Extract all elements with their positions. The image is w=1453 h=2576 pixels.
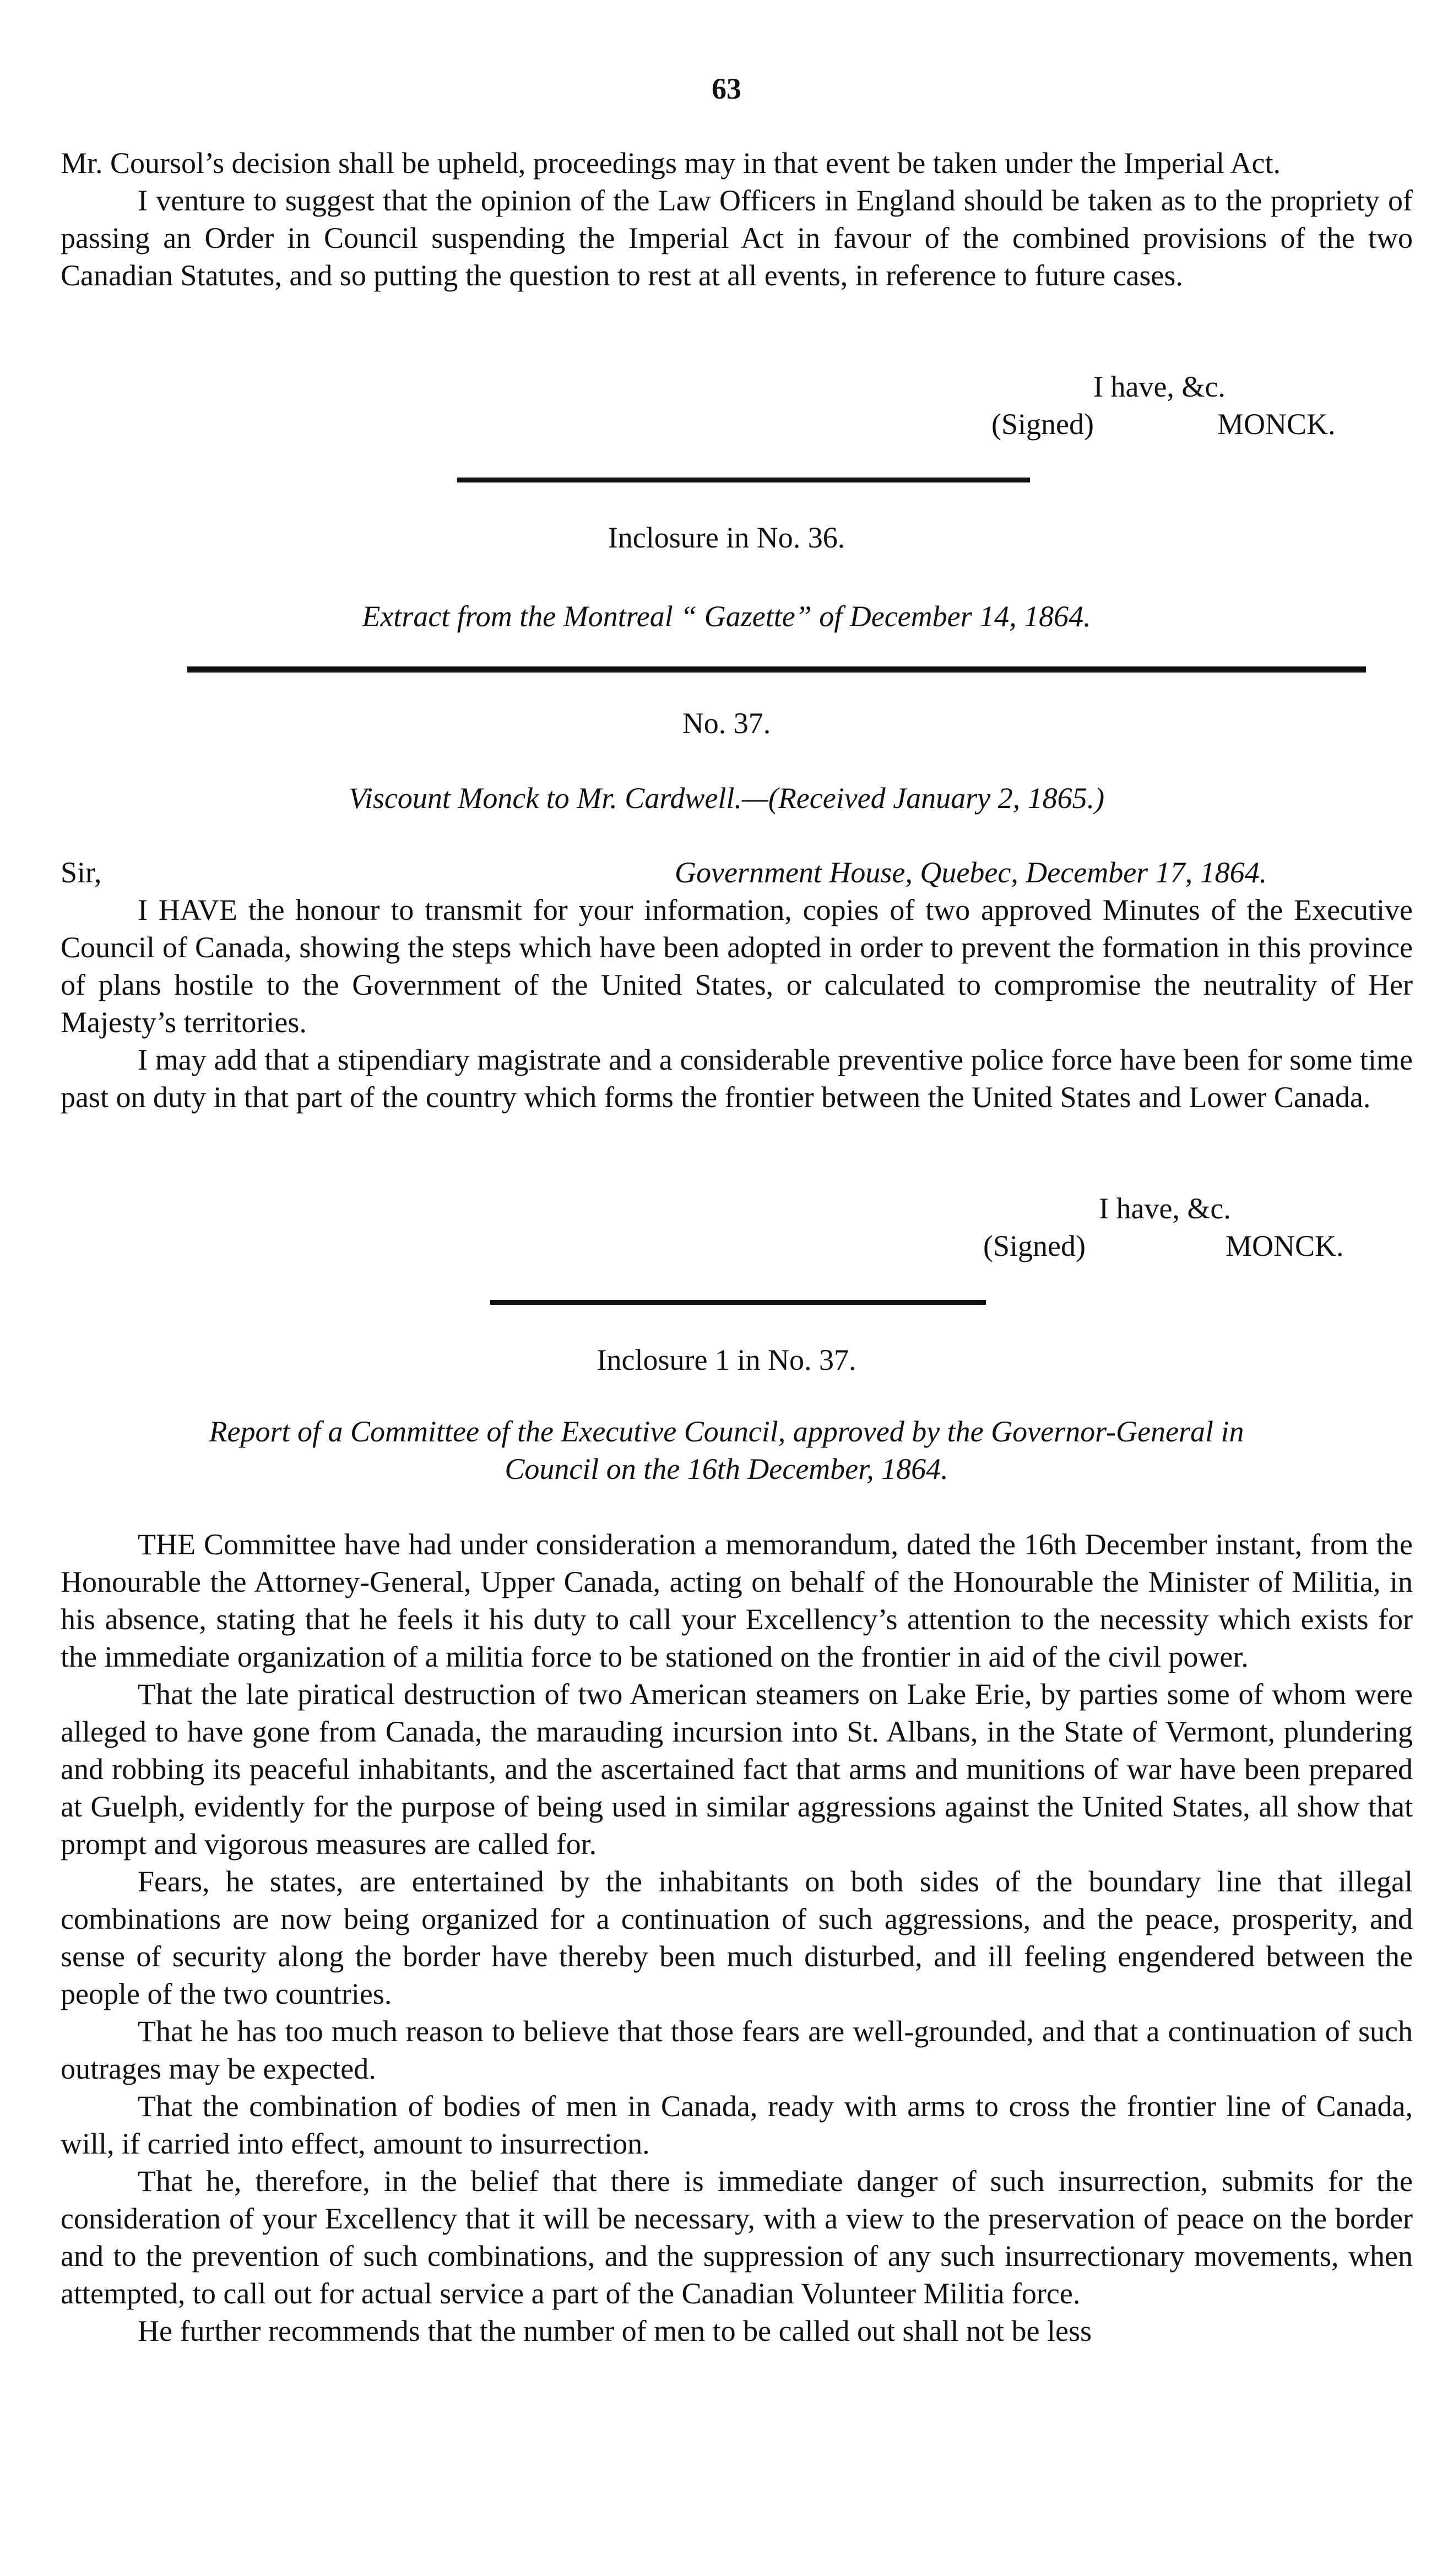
page-number: 63 [712, 72, 741, 105]
letter1-close: I have, &c. [1093, 370, 1226, 403]
letter1-signed: (Signed) [991, 408, 1094, 441]
report-paragraph: That he has too much reason to believe that those fears are well-grounded, and that a continuation of such outrages may be expected. [61, 2015, 1413, 2085]
report-body [61, 1526, 1413, 2350]
letter2-signer: MONCK. [1226, 1229, 1344, 1262]
no37-dateline: Government House, Quebec, December 17, 1864. [675, 856, 1267, 889]
no37-salutation: Sir, [61, 856, 102, 889]
report-title-line-2: Council on the 16th December, 1864. [505, 1452, 948, 1485]
report-title-line-1: Report of a Committee of the Executive Council, approved by the Governor-General in [209, 1415, 1244, 1448]
no37-letter-body [61, 891, 1413, 1116]
letter1-signer: MONCK. [1217, 408, 1336, 441]
no37-paragraph-2: I may add that a stipendiary magistrate and a considerable preventive police force have been for some time past on duty in that part of the country which forms the frontier between the United States and Lower Canada. [61, 1043, 1413, 1114]
report-paragraph: That the late piratical destruction of two American steamers on Lake Erie, by parties some of whom were alleged to have gone from Canada, the marauding incursion into St. Albans, in the State of Vermont, plundering and robbing its peaceful inhabitants, and the ascertained fact that arms and munitions of war have been prepared at Guelph, evidently for the purpose of being used in similar aggressions against the United States, all show that prompt and vigorous measures are called for. [61, 1678, 1413, 1861]
report-paragraph: That he, therefore, in the belief that there is immediate danger of such insurrection, submits for the consideration of your Excellency that it will be necessary, with a view to the preservation of peace on the border and to the prevention of such combinations, and the suppression of any such insurrectionary movements, when attempted, to call out for actual service a part of the Canadian Volunteer Militia force. [61, 2165, 1413, 2310]
document-divider [187, 666, 1366, 673]
continuation-paragraph: Mr. Coursol’s decision shall be upheld, proceedings may in that event be taken under the Imperial Act. [61, 147, 1281, 180]
section-divider [490, 1300, 986, 1305]
inclosure36-extract: Extract from the Montreal “ Gazette” of December 14, 1864. [362, 600, 1091, 633]
top-text-block [61, 144, 1413, 294]
no37-paragraph-1: I HAVE the honour to transmit for your information, copies of two approved Minutes of the Executive Council of Canada, showing the steps which have been adopted in order to prevent the formation in this province of plans hostile to the Government of the United States, or calculated to compromise the neutrality of Her Majesty’s territories. [61, 893, 1413, 1039]
report-paragraph: Fears, he states, are entertained by the inhabitants on both sides of the boundary line that illegal combinations are now being organized for a continuation of such aggressions, and the peace, prosperity, and sense of security along the border have thereby been much disturbed, and ill feeling engendered between the people of the two countries. [61, 1865, 1413, 2010]
suggestion-paragraph: I venture to suggest that the opinion of the Law Officers in England should be taken as to the propriety of passing an Order in Council suspending the Imperial Act in favour of the combined provisions of the two Canadian Statutes, and so putting the question to rest at all events, in reference to future cases. [61, 184, 1413, 292]
report-paragraph: That the combination of bodies of men in Canada, ready with arms to cross the frontier line of Canada, will, if carried into effect, amount to insurrection. [61, 2090, 1413, 2160]
section-divider [457, 478, 1030, 482]
inclosure1-37-title: Inclosure 1 in No. 37. [597, 1343, 856, 1376]
report-title [0, 1413, 1453, 1488]
no37-heading: No. 37. [682, 707, 771, 740]
letter2-signed: (Signed) [983, 1229, 1086, 1262]
report-paragraph: THE Committee have had under consideration a memorandum, dated the 16th December instant, from the Honourable the Attorney-General, Upper Canada, acting on behalf of the Honourable the Minister of Militia, in his absence, stating that he feels it his duty to call your Excellency’s attention to the necessity which exists for the immediate organization of a militia force to be stationed on the frontier in aid of the civil power. [61, 1528, 1413, 1673]
no37-subheading: Viscount Monck to Mr. Cardwell.—(Received January 2, 1865.) [348, 782, 1105, 815]
letter2-close: I have, &c. [1099, 1192, 1231, 1225]
inclosure36-title: Inclosure in No. 36. [608, 521, 845, 554]
report-paragraph: He further recommends that the number of men to be called out shall not be less [138, 2314, 1092, 2347]
